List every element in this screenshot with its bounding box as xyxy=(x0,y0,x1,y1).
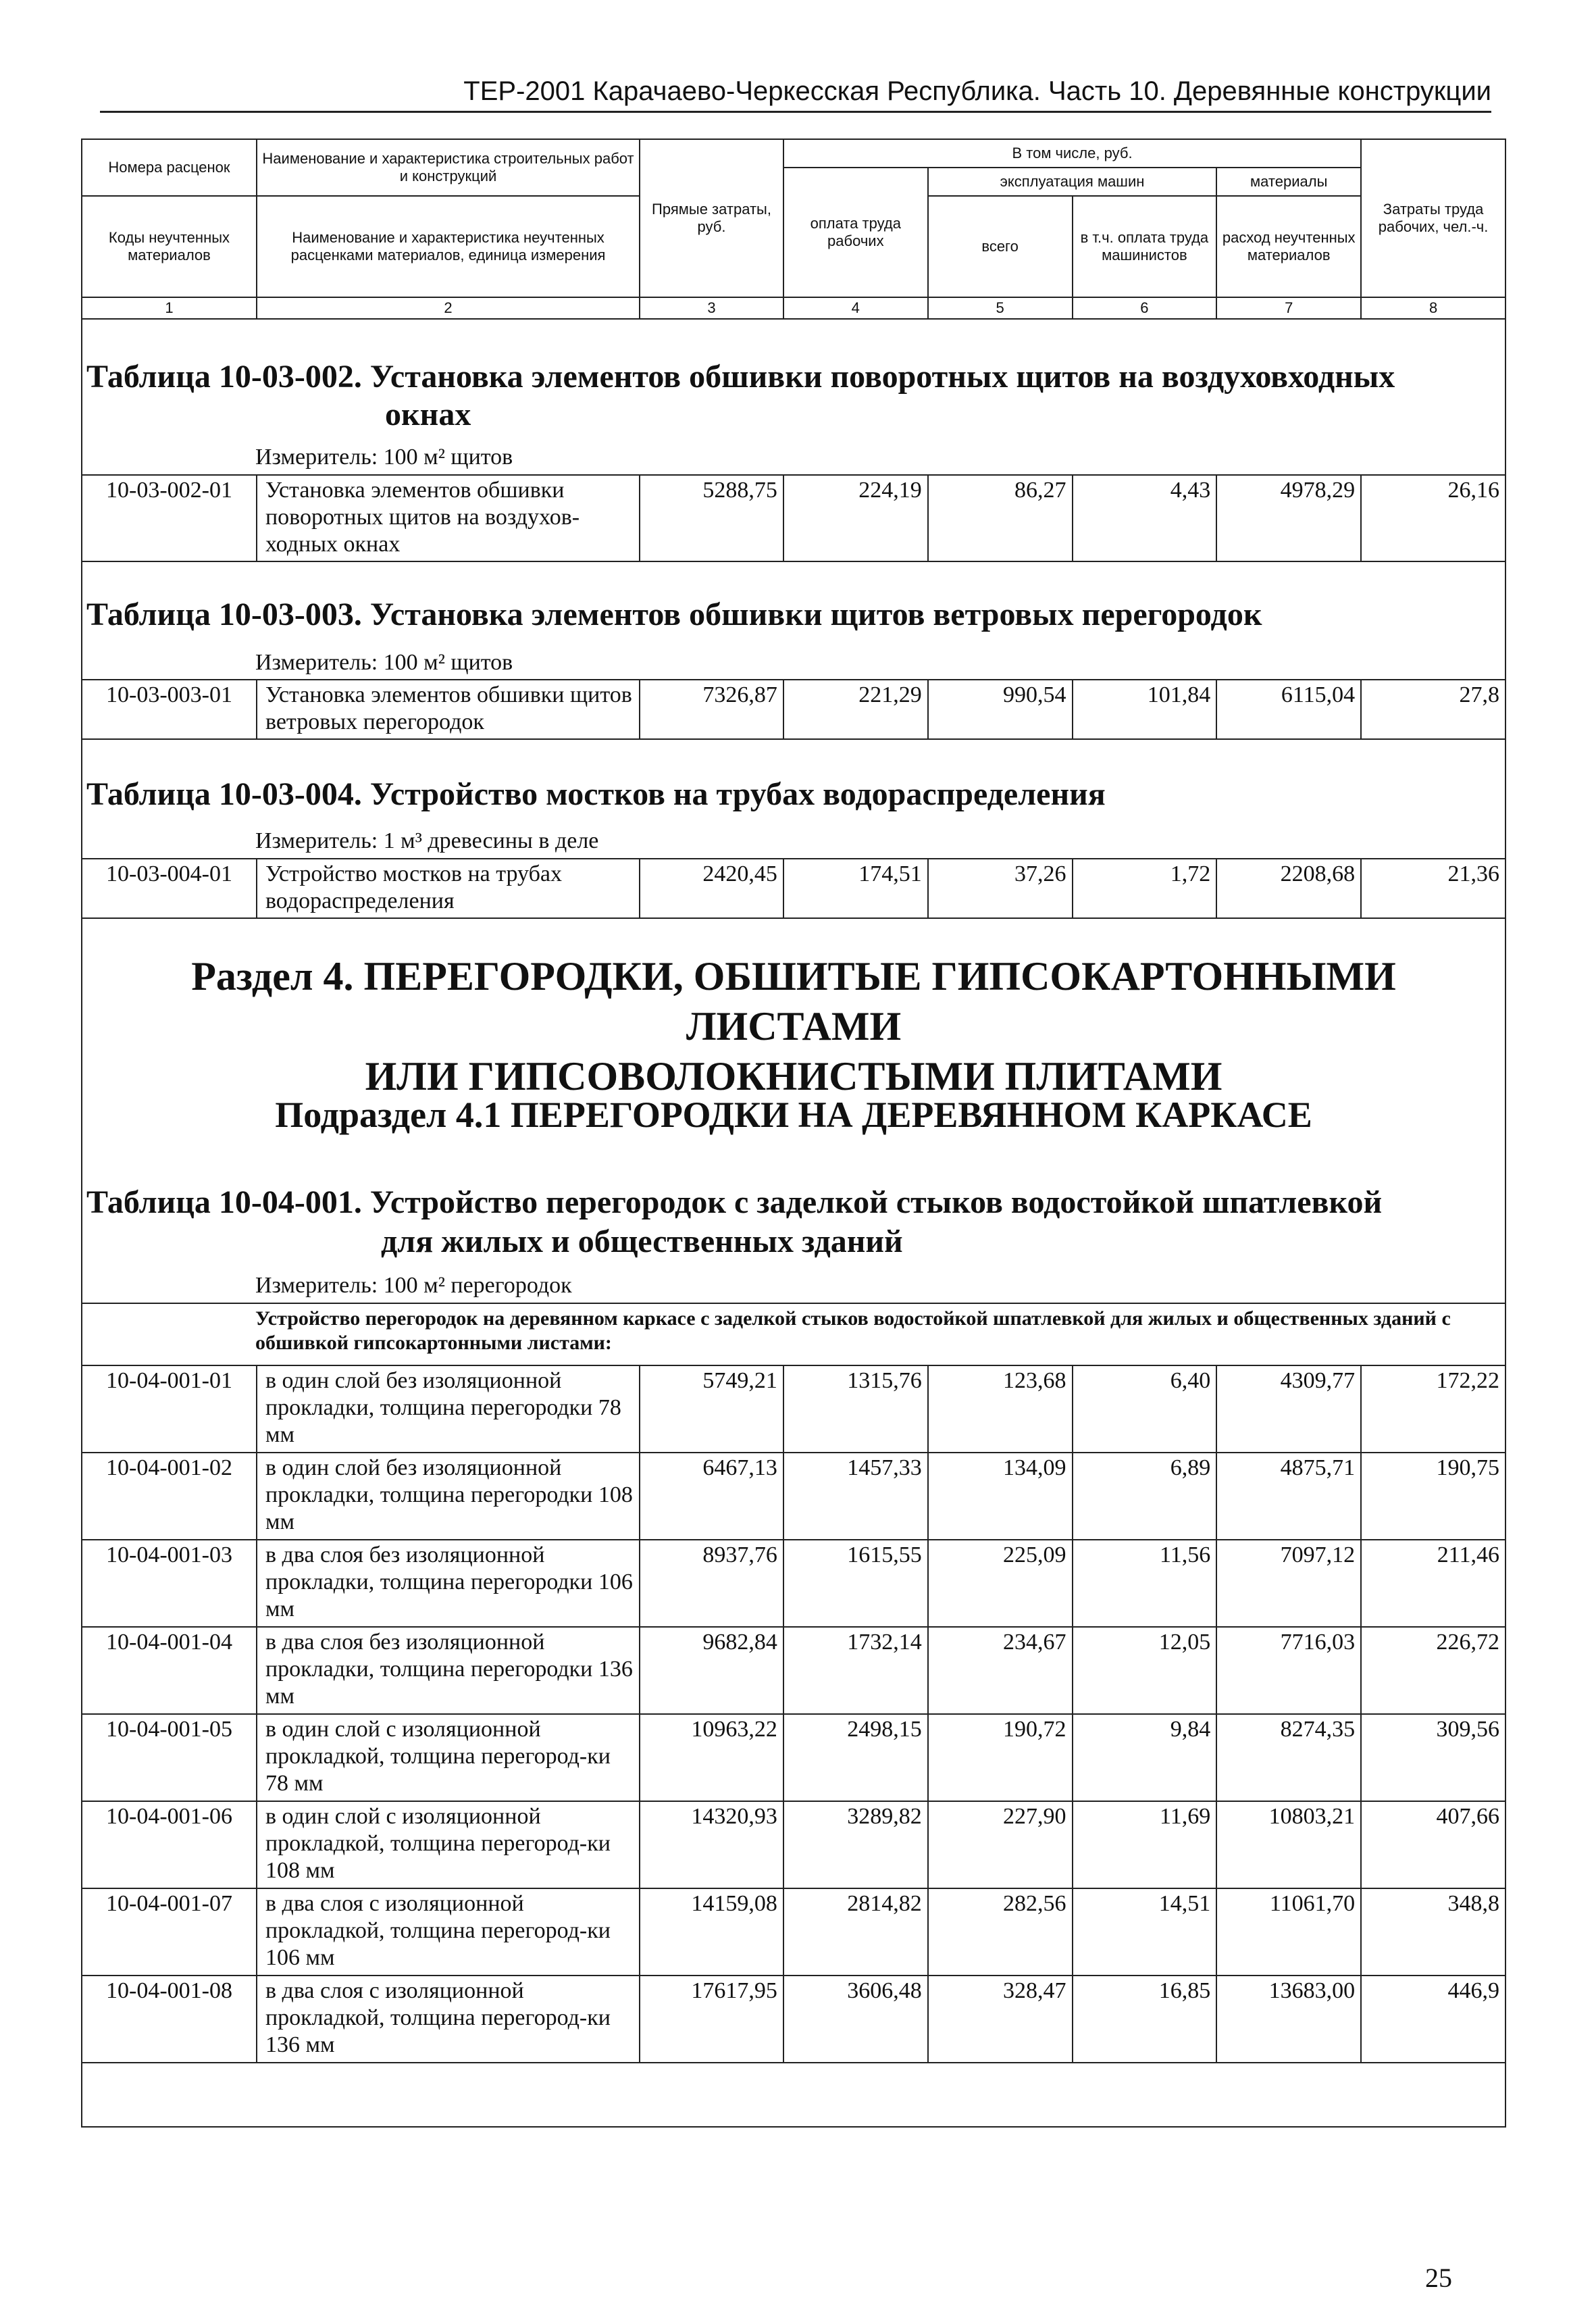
machinist-pay-value: 6,89 xyxy=(1073,1453,1217,1540)
worker-pay-value: 221,29 xyxy=(783,680,928,739)
rate-code: 10-04-001-04 xyxy=(82,1627,257,1714)
labor-hours-value: 190,75 xyxy=(1361,1453,1505,1540)
header-num-5: 5 xyxy=(928,297,1073,319)
section-title-line1: Раздел 4. ПЕРЕГОРОДКИ, ОБШИТЫЕ ГИПСОКАРТОННЫМИ ЛИСТАМИ xyxy=(191,954,1396,1049)
table-row xyxy=(82,1627,1505,1714)
rate-code: 10-04-001-01 xyxy=(82,1365,257,1453)
header-cell-material-name: Наименование и характеристика неучтенных расценками материалов, единица измерения xyxy=(257,196,640,297)
rate-code: 10-03-002-01 xyxy=(82,475,257,561)
table-meter: Измеритель: 100 м² щитов xyxy=(255,445,513,470)
rate-description: Устройство мостков на трубах водораспределения xyxy=(257,859,640,918)
rate-code: 10-04-001-03 xyxy=(82,1540,257,1627)
table-row xyxy=(82,1976,1505,2063)
materials-value: 2208,68 xyxy=(1216,859,1361,918)
rate-description: в один слой без изоляционной прокладки, толщина перегородки 108 мм xyxy=(257,1453,640,1540)
header-num-2: 2 xyxy=(257,297,640,319)
rate-description: Установка элементов обшивки поворотных щитов на воздухов-ходных окнах xyxy=(257,475,640,561)
table-title-line1: Таблица 10-04-001. Устройство перегородок с заделкой стыков водостойкой шпатлевкой xyxy=(86,1184,1383,1220)
header-cell-worker-pay: оплата труда рабочих xyxy=(783,168,928,297)
rates-table-10-04-001 xyxy=(81,1365,1506,2063)
header-cell-direct-costs: Прямые затраты, руб. xyxy=(640,139,783,297)
table-meter: Измеритель: 100 м² перегородок xyxy=(255,1273,572,1298)
labor-hours-value: 348,8 xyxy=(1361,1888,1505,1976)
machines-total-value: 190,72 xyxy=(928,1714,1073,1801)
rate-description: в два слоя без изоляционной прокладки, толщина перегородки 106 мм xyxy=(257,1540,640,1627)
machines-total-value: 990,54 xyxy=(928,680,1073,739)
table-title-line2: окнах xyxy=(385,397,471,432)
worker-pay-value: 224,19 xyxy=(783,475,928,561)
table-title xyxy=(86,358,1395,396)
table-title xyxy=(86,776,1106,813)
rate-description: в один слой с изоляционной прокладкой, толщина перегород-ки 78 мм xyxy=(257,1714,640,1801)
divider xyxy=(81,1303,1506,1304)
materials-value: 4309,77 xyxy=(1216,1365,1361,1453)
header-cell-rate-numbers: Номера расценок xyxy=(82,139,257,196)
table-meter: Измеритель: 100 м² щитов xyxy=(255,650,513,675)
labor-hours-value: 26,16 xyxy=(1361,475,1505,561)
machines-total-value: 134,09 xyxy=(928,1453,1073,1540)
header-cell-material-consumption: расход неучтенных материалов xyxy=(1216,196,1361,297)
table-title-line1: Таблица 10-03-004. Устройство мостков на трубах водораспределения xyxy=(86,776,1106,812)
header-cell-including: В том числе, руб. xyxy=(783,139,1361,168)
worker-pay-value: 1615,55 xyxy=(783,1540,928,1627)
rate-description: в один слой с изоляционной прокладкой, толщина перегород-ки 108 мм xyxy=(257,1801,640,1888)
rate-code: 10-04-001-06 xyxy=(82,1801,257,1888)
labor-hours-value: 21,36 xyxy=(1361,859,1505,918)
table-title xyxy=(86,1184,1382,1222)
rate-description: в два слоя без изоляционной прокладки, толщина перегородки 136 мм xyxy=(257,1627,640,1714)
machines-total-value: 225,09 xyxy=(928,1540,1073,1627)
page-number: 25 xyxy=(1425,2263,1452,2293)
direct-costs-value: 2420,45 xyxy=(640,859,783,918)
table-row xyxy=(82,1888,1505,1976)
table-row xyxy=(82,1801,1505,1888)
header-num-1: 1 xyxy=(82,297,257,319)
worker-pay-value: 1732,14 xyxy=(783,1627,928,1714)
rates-table-10-03-004 xyxy=(81,858,1506,919)
machinist-pay-value: 6,40 xyxy=(1073,1365,1217,1453)
direct-costs-value: 17617,95 xyxy=(640,1976,783,2063)
labor-hours-value: 309,56 xyxy=(1361,1714,1505,1801)
machinist-pay-value: 9,84 xyxy=(1073,1714,1217,1801)
worker-pay-value: 3606,48 xyxy=(783,1976,928,2063)
table-row xyxy=(82,475,1505,561)
direct-costs-value: 14320,93 xyxy=(640,1801,783,1888)
header-num-4: 4 xyxy=(783,297,928,319)
materials-value: 4875,71 xyxy=(1216,1453,1361,1540)
machines-total-value: 86,27 xyxy=(928,475,1073,561)
header-cell-materials: материалы xyxy=(1216,168,1361,196)
labor-hours-value: 446,9 xyxy=(1361,1976,1505,2063)
rate-code: 10-04-001-07 xyxy=(82,1888,257,1976)
machines-total-value: 227,90 xyxy=(928,1801,1073,1888)
rates-table-10-03-002 xyxy=(81,474,1506,562)
direct-costs-value: 14159,08 xyxy=(640,1888,783,1976)
direct-costs-value: 6467,13 xyxy=(640,1453,783,1540)
subsection-title: Подраздел 4.1 ПЕРЕГОРОДКИ НА ДЕРЕВЯННОМ КАРКАСЕ xyxy=(275,1095,1312,1135)
running-header: ТЕР-2001 Карачаево-Черкесская Республика. Часть 10. Деревянные конструкции xyxy=(100,73,1491,113)
materials-value: 4978,29 xyxy=(1216,475,1361,561)
table-row xyxy=(82,1453,1505,1540)
machinist-pay-value: 11,56 xyxy=(1073,1540,1217,1627)
direct-costs-value: 9682,84 xyxy=(640,1627,783,1714)
machines-total-value: 234,67 xyxy=(928,1627,1073,1714)
table-title-continued xyxy=(385,396,471,434)
machinist-pay-value: 16,85 xyxy=(1073,1976,1217,2063)
materials-value: 7716,03 xyxy=(1216,1627,1361,1714)
machines-total-value: 123,68 xyxy=(928,1365,1073,1453)
worker-pay-value: 2814,82 xyxy=(783,1888,928,1976)
table-title xyxy=(86,596,1262,634)
table-row xyxy=(82,859,1505,918)
rate-code: 10-04-001-08 xyxy=(82,1976,257,2063)
table-row xyxy=(82,1540,1505,1627)
table-title-line1: Таблица 10-03-002. Установка элементов обшивки поворотных щитов на воздуховходных xyxy=(86,359,1395,395)
worker-pay-value: 1315,76 xyxy=(783,1365,928,1453)
header-cell-labor-hours: Затраты труда рабочих, чел.-ч. xyxy=(1361,139,1505,297)
header-cell-work-name: Наименование и характеристика строительных работ и конструкций xyxy=(257,139,640,196)
materials-value: 11061,70 xyxy=(1216,1888,1361,1976)
labor-hours-value: 172,22 xyxy=(1361,1365,1505,1453)
materials-value: 7097,12 xyxy=(1216,1540,1361,1627)
table-row xyxy=(82,1714,1505,1801)
header-cell-machines-total: всего xyxy=(928,196,1073,297)
machinist-pay-value: 4,43 xyxy=(1073,475,1217,561)
machinist-pay-value: 11,69 xyxy=(1073,1801,1217,1888)
table-meter: Измеритель: 1 м³ древесины в деле xyxy=(255,828,599,853)
direct-costs-value: 5749,21 xyxy=(640,1365,783,1453)
table-title-line2: для жилых и общественных зданий xyxy=(381,1224,903,1259)
machinist-pay-value: 1,72 xyxy=(1073,859,1217,918)
labor-hours-value: 407,66 xyxy=(1361,1801,1505,1888)
materials-value: 8274,35 xyxy=(1216,1714,1361,1801)
table-title-continued xyxy=(381,1223,903,1261)
header-num-7: 7 xyxy=(1216,297,1361,319)
machines-total-value: 282,56 xyxy=(928,1888,1073,1976)
table-row xyxy=(82,1365,1505,1453)
rate-code: 10-03-004-01 xyxy=(82,859,257,918)
table-row xyxy=(82,680,1505,739)
header-cell-machinist-pay: в т.ч. оплата труда машинистов xyxy=(1073,196,1217,297)
rate-description: в один слой без изоляционной прокладки, толщина перегородки 78 мм xyxy=(257,1365,640,1453)
rate-description: в два слоя с изоляционной прокладкой, толщина перегород-ки 106 мм xyxy=(257,1888,640,1976)
section-title xyxy=(81,951,1506,1101)
labor-hours-value: 226,72 xyxy=(1361,1627,1505,1714)
header-num-8: 8 xyxy=(1361,297,1505,319)
header-cell-material-codes: Коды неучтенных материалов xyxy=(82,196,257,297)
materials-value: 13683,00 xyxy=(1216,1976,1361,2063)
section-title-line2: ИЛИ ГИПСОВОЛОКНИСТЫМИ ПЛИТАМИ xyxy=(365,1054,1222,1099)
materials-value: 6115,04 xyxy=(1216,680,1361,739)
rates-table-10-03-003 xyxy=(81,679,1506,740)
machinist-pay-value: 101,84 xyxy=(1073,680,1217,739)
group-heading: Устройство перегородок на деревянном каркасе с заделкой стыков водостойкой шпатлевкой для жилых и общественных зданий с обшивкой гипсокартонными листами: xyxy=(255,1307,1451,1354)
header-cell-machines: эксплуатация машин xyxy=(928,168,1217,196)
column-header-table xyxy=(81,139,1506,320)
materials-value: 10803,21 xyxy=(1216,1801,1361,1888)
rate-description: Установка элементов обшивки щитов ветровых перегородок xyxy=(257,680,640,739)
table-title-line1: Таблица 10-03-003. Установка элементов обшивки щитов ветровых перегородок xyxy=(86,597,1262,632)
direct-costs-value: 7326,87 xyxy=(640,680,783,739)
direct-costs-value: 8937,76 xyxy=(640,1540,783,1627)
machines-total-value: 328,47 xyxy=(928,1976,1073,2063)
machines-total-value: 37,26 xyxy=(928,859,1073,918)
labor-hours-value: 27,8 xyxy=(1361,680,1505,739)
worker-pay-value: 174,51 xyxy=(783,859,928,918)
header-num-3: 3 xyxy=(640,297,783,319)
worker-pay-value: 1457,33 xyxy=(783,1453,928,1540)
labor-hours-value: 211,46 xyxy=(1361,1540,1505,1627)
rate-code: 10-04-001-02 xyxy=(82,1453,257,1540)
worker-pay-value: 3289,82 xyxy=(783,1801,928,1888)
machinist-pay-value: 14,51 xyxy=(1073,1888,1217,1976)
direct-costs-value: 10963,22 xyxy=(640,1714,783,1801)
worker-pay-value: 2498,15 xyxy=(783,1714,928,1801)
direct-costs-value: 5288,75 xyxy=(640,475,783,561)
header-num-6: 6 xyxy=(1073,297,1217,319)
rate-code: 10-04-001-05 xyxy=(82,1714,257,1801)
machinist-pay-value: 12,05 xyxy=(1073,1627,1217,1714)
rate-description: в два слоя с изоляционной прокладкой, толщина перегород-ки 136 мм xyxy=(257,1976,640,2063)
rate-code: 10-03-003-01 xyxy=(82,680,257,739)
